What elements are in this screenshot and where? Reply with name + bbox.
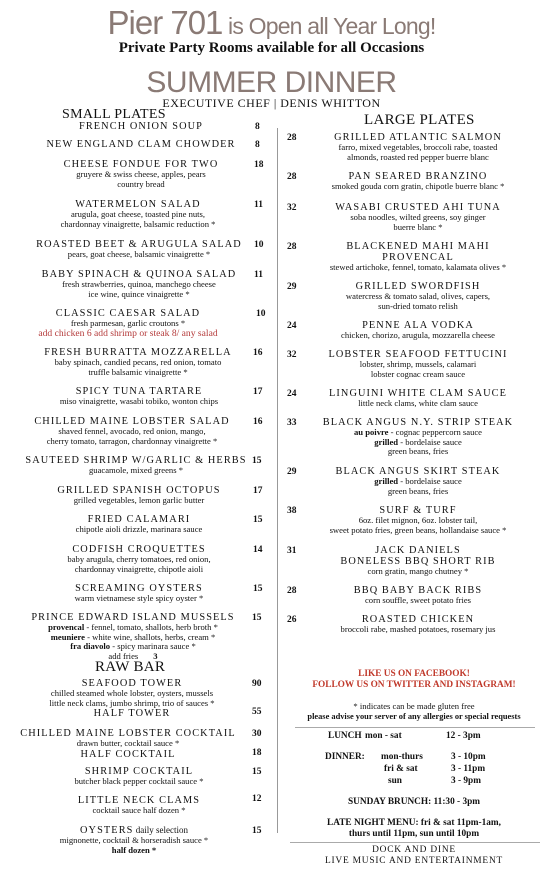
mussels-style: meuniere bbox=[50, 631, 85, 642]
dinner-label: DINNER: bbox=[325, 752, 365, 762]
item-desc: almonds, roasted red pepper buerre blanc bbox=[347, 151, 489, 162]
item-desc: green beans, fries bbox=[387, 485, 449, 496]
menu-item-skirt-steak bbox=[295, 466, 541, 496]
item-name: GRILLED SPANISH OCTOPUS bbox=[57, 485, 221, 496]
menu-item bbox=[28, 269, 250, 299]
lunch-days: mon - sat bbox=[365, 731, 402, 741]
late-night-line: LATE NIGHT MENU: fri & sat 11pm-1am, bbox=[327, 818, 501, 828]
mussels-desc: - fennel, tomato, shallots, herb broth * bbox=[84, 622, 218, 632]
item-desc: chardonnay vinaigrette, balsamic reduction * bbox=[60, 218, 216, 229]
item-desc: corn gratin, mango chutney * bbox=[367, 566, 469, 576]
item-addon: add chicken 6 add shrimp or steak 8/ any salad bbox=[38, 327, 218, 339]
item-desc: chipotle aioli drizzle, marinara sauce bbox=[75, 524, 203, 534]
item-desc: green beans, fries bbox=[387, 446, 449, 457]
prep-desc: - cognac peppercorn sauce bbox=[388, 427, 482, 437]
item-price: 8 bbox=[255, 140, 260, 150]
item-name: LOBSTER SEAFOOD FETTUCINI bbox=[328, 349, 508, 360]
item-desc: fresh strawberries, quinoa, manchego cheese bbox=[62, 279, 216, 289]
item-desc: ice wine, quince vinaigrette * bbox=[88, 288, 190, 299]
item-name: SURF & TURF bbox=[379, 505, 457, 516]
item-desc: buerre blanc * bbox=[393, 221, 443, 232]
prep-style: grilled bbox=[374, 436, 399, 447]
menu-item bbox=[28, 485, 250, 506]
item-price: 24 bbox=[287, 321, 297, 331]
item-desc: sun-dried tomato relish bbox=[378, 300, 458, 311]
item-desc: little neck clams, jumbo shrimp, trio of sauces * bbox=[49, 697, 215, 708]
menu-item bbox=[295, 241, 541, 273]
mussels-style: fra diavolo bbox=[70, 641, 111, 652]
item-price: 31 bbox=[287, 546, 297, 556]
item-price: 12 bbox=[252, 794, 262, 804]
item-desc: farro, mixed vegetables, broccoli rabe, toasted bbox=[338, 142, 498, 152]
item-price: 17 bbox=[253, 387, 263, 397]
item-price: 15 bbox=[253, 515, 263, 525]
mussels-style: provencal bbox=[48, 622, 85, 632]
item-desc: sweet potato fries, green beans, hollandaise sauce * bbox=[329, 524, 507, 535]
item-price: 28 bbox=[287, 586, 297, 596]
item-name: PENNE ALA VODKA bbox=[362, 320, 474, 331]
item-desc: smoked gouda corn gratin, chipotle buerre blanc * bbox=[331, 181, 505, 191]
item-name: CHILLED MAINE LOBSTER SALAD bbox=[34, 416, 230, 427]
half-cocktail-price: 18 bbox=[252, 748, 262, 758]
menu-item bbox=[295, 585, 541, 606]
item-name: GRILLED SWORDFISH bbox=[355, 281, 481, 292]
item-price: 16 bbox=[253, 417, 263, 427]
menu-item bbox=[295, 320, 541, 341]
item-price: 26 bbox=[287, 615, 297, 625]
menu-item-lobster-cocktail bbox=[6, 728, 250, 760]
item-name: LINGUINI WHITE CLAM SAUCE bbox=[328, 388, 508, 399]
item-desc: corn souffle, sweet potato fries bbox=[364, 595, 472, 605]
item-price: 33 bbox=[287, 418, 297, 428]
item-desc: lobster, shrimp, mussels, calamari bbox=[359, 359, 477, 369]
menu-item bbox=[30, 121, 252, 132]
fries-addon: add fries bbox=[108, 650, 139, 661]
prep-style: au poivre bbox=[354, 427, 389, 437]
header-banner bbox=[0, 4, 543, 42]
item-desc: gruyere & swiss cheese, apples, pears bbox=[76, 169, 206, 179]
menu-item-clams bbox=[28, 795, 250, 816]
item-price: 29 bbox=[287, 467, 297, 477]
menu-item bbox=[30, 139, 252, 150]
dinner-time: 3 - 10pm bbox=[451, 752, 486, 762]
menu-item bbox=[28, 583, 250, 604]
item-desc: fresh parmesan, garlic croutons * bbox=[70, 318, 186, 328]
item-price: 11 bbox=[254, 270, 263, 280]
item-name: BLACKENED MAHI MAHI bbox=[346, 241, 490, 252]
dinner-time: 3 - 11pm bbox=[451, 764, 486, 774]
item-desc: butcher black pepper cocktail sauce * bbox=[74, 776, 204, 786]
small-plates-title: SMALL PLATES bbox=[62, 107, 166, 122]
item-price: 14 bbox=[253, 545, 263, 555]
lunch-time: 12 - 3pm bbox=[446, 731, 481, 741]
item-desc: lobster cognac cream sauce bbox=[370, 368, 466, 379]
item-price: 15 bbox=[252, 613, 262, 623]
prep-style: grilled bbox=[374, 476, 399, 486]
menu-item bbox=[295, 505, 541, 535]
item-name: NEW ENGLAND CLAM CHOWDER bbox=[46, 139, 236, 150]
menu-item-shrimp-cocktail bbox=[28, 766, 250, 787]
item-name: BLACK ANGUS SKIRT STEAK bbox=[335, 466, 501, 477]
fries-price: 3 bbox=[153, 650, 158, 661]
item-desc: 6oz. filet mignon, 6oz. lobster tail, bbox=[358, 515, 478, 525]
item-desc: chilled steamed whole lobster, oysters, mussels bbox=[50, 688, 214, 698]
item-price: 18 bbox=[254, 160, 264, 170]
menu-item bbox=[30, 159, 252, 189]
item-desc: broccoli rabe, mashed potatoes, rosemary jus bbox=[340, 624, 496, 634]
divider-line bbox=[295, 727, 535, 728]
item-name: SCREAMING OYSTERS bbox=[75, 583, 203, 594]
large-plates-title: LARGE PLATES bbox=[364, 112, 475, 128]
twitter-instagram-link[interactable]: FOLLOW US ON TWITTER AND INSTAGRAM! bbox=[312, 679, 516, 690]
menu-item bbox=[2, 308, 254, 338]
menu-item-seafood-tower bbox=[10, 678, 254, 719]
item-name: BABY SPINACH & QUINOA SALAD bbox=[41, 269, 237, 280]
item-name: WATERMELON SALAD bbox=[75, 199, 201, 210]
menu-item bbox=[295, 349, 541, 379]
item-desc: chardonnay vinaigrette, chipotle aioli bbox=[74, 563, 204, 574]
item-name: SAUTEED SHRIMP W/GARLIC & HERBS bbox=[25, 455, 247, 466]
item-price: 11 bbox=[254, 200, 263, 210]
prep-desc: - bordelaise sauce bbox=[398, 436, 462, 447]
item-name: JACK DANIELS bbox=[375, 545, 461, 556]
dietary-notes bbox=[285, 701, 543, 722]
item-desc: baby arugula, cherry tomatoes, red onion, bbox=[67, 554, 211, 564]
brand-tagline: is Open all Year Long! bbox=[222, 13, 436, 39]
allergy-note: please advise your server of any allergies or special requests bbox=[307, 711, 521, 721]
item-name: WASABI CRUSTED AHI TUNA bbox=[335, 202, 501, 213]
item-name: BBQ BABY BACK RIBS bbox=[353, 585, 483, 596]
item-price: 8 bbox=[255, 122, 260, 132]
item-name: FRIED CALAMARI bbox=[87, 514, 191, 525]
item-price: 30 bbox=[252, 729, 262, 739]
item-desc: watercress & tomato salad, olives, capers, bbox=[345, 291, 491, 301]
item-desc: baby spinach, candied pecans, red onion, tomato bbox=[54, 357, 222, 367]
menu-item bbox=[28, 544, 250, 574]
item-desc: shaved fennel, avocado, red onion, mango, bbox=[58, 426, 206, 436]
item-name: ROASTED BEET & ARUGULA SALAD bbox=[36, 239, 242, 250]
social-links bbox=[285, 669, 543, 690]
menu-item bbox=[295, 545, 541, 577]
item-desc: soba noodles, wilted greens, soy ginger bbox=[350, 212, 486, 222]
item-name: SPICY TUNA TARTARE bbox=[75, 386, 203, 397]
item-desc: stewed artichoke, fennel, tomato, kalamata olives * bbox=[329, 262, 507, 272]
half-tower-price: 55 bbox=[252, 707, 262, 717]
menu-item bbox=[295, 281, 541, 311]
brand-name: Pier 701 bbox=[107, 4, 223, 41]
item-extra: daily selection bbox=[133, 825, 188, 835]
item-desc: little neck clams, white clam sauce bbox=[358, 398, 478, 408]
item-price: 38 bbox=[287, 506, 297, 516]
menu-item bbox=[28, 514, 250, 535]
menu-item bbox=[18, 455, 254, 476]
menu-item bbox=[295, 388, 541, 409]
menu-item bbox=[295, 202, 541, 232]
item-name: CHEESE FONDUE FOR TWO bbox=[63, 159, 219, 170]
menu-item bbox=[295, 171, 541, 192]
item-desc: pears, goat cheese, balsamic vinaigrette * bbox=[67, 249, 211, 259]
dinner-days: mon-thurs bbox=[381, 752, 423, 762]
item-price: 10 bbox=[254, 240, 264, 250]
item-price: 90 bbox=[252, 679, 262, 689]
item-desc: miso vinaigrette, wasabi tobiko, wonton chips bbox=[59, 396, 219, 406]
item-desc: country bread bbox=[117, 178, 165, 189]
item-name: FRESH BURRATTA MOZZARELLA bbox=[44, 347, 232, 358]
menu-item bbox=[28, 386, 250, 407]
item-price: 24 bbox=[287, 389, 297, 399]
item-name: CHILLED MAINE LOBSTER COCKTAIL bbox=[20, 728, 236, 739]
menu-item-oysters bbox=[18, 825, 250, 855]
dinner-days: sun bbox=[388, 776, 402, 786]
item-name-line2: BONELESS BBQ SHORT RIB bbox=[340, 556, 496, 567]
half-tower-label: HALF TOWER bbox=[93, 708, 171, 720]
dock-line: DOCK AND DINE bbox=[372, 845, 456, 855]
half-cocktail-label: HALF COCKTAIL bbox=[80, 748, 176, 760]
item-desc: cocktail sauce half dozen * bbox=[92, 805, 186, 815]
item-desc: grilled vegetables, lemon garlic butter bbox=[73, 495, 205, 505]
private-rooms-note: Private Party Rooms available for all Occasions bbox=[118, 40, 425, 56]
menu-item bbox=[295, 132, 541, 162]
item-name: PRINCE EDWARD ISLAND MUSSELS bbox=[31, 612, 235, 623]
dinner-time: 3 - 9pm bbox=[451, 776, 481, 786]
item-price: 28 bbox=[287, 242, 297, 252]
item-desc: drawn butter, cocktail sauce * bbox=[76, 738, 180, 748]
late-night-line: thurs until 11pm, sun until 10pm bbox=[348, 829, 480, 839]
dock-line: LIVE MUSIC AND ENTERTAINMENT bbox=[324, 855, 504, 866]
item-price: 15 bbox=[252, 767, 262, 777]
item-name: SHRIMP COCKTAIL bbox=[84, 766, 194, 777]
item-price: 28 bbox=[287, 172, 297, 182]
item-name: ROASTED CHICKEN bbox=[361, 614, 475, 625]
item-name: SEAFOOD TOWER bbox=[81, 678, 183, 689]
sunday-brunch: SUNDAY BRUNCH: 11:30 - 3pm bbox=[347, 797, 481, 807]
item-name: LITTLE NECK CLAMS bbox=[77, 795, 201, 806]
item-name: CODFISH CROQUETTES bbox=[72, 544, 206, 555]
menu-item-ny-strip bbox=[295, 417, 541, 457]
menu-item bbox=[22, 199, 254, 229]
item-desc: arugula, goat cheese, toasted pine nuts, bbox=[70, 209, 206, 219]
item-price: 15 bbox=[253, 584, 263, 594]
item-price: 17 bbox=[253, 486, 263, 496]
raw-bar-title: RAW BAR bbox=[95, 659, 166, 675]
late-night-menu bbox=[285, 818, 543, 840]
divider-line bbox=[290, 842, 540, 843]
menu-item bbox=[10, 416, 254, 446]
menu-season-title: SUMMER DINNER bbox=[146, 66, 397, 99]
item-name: OYSTERS bbox=[80, 825, 134, 836]
prep-desc: - bordelaise sauce bbox=[398, 476, 462, 486]
facebook-link[interactable]: LIKE US ON FACEBOOK! bbox=[358, 669, 470, 679]
item-price: 15 bbox=[252, 456, 262, 466]
menu-item bbox=[22, 347, 254, 377]
item-name: CLASSIC CAESAR SALAD bbox=[55, 308, 201, 319]
item-price: 32 bbox=[287, 350, 297, 360]
menu-item bbox=[28, 239, 250, 260]
menu-item-mussels bbox=[12, 612, 254, 661]
item-price: 16 bbox=[253, 348, 263, 358]
menu-item bbox=[295, 614, 541, 635]
dinner-days: fri & sat bbox=[384, 764, 418, 774]
item-desc: guacamole, mixed greens * bbox=[88, 465, 184, 475]
item-name: GRILLED ATLANTIC SALMON bbox=[334, 132, 502, 143]
item-name: FRENCH ONION SOUP bbox=[79, 121, 203, 132]
item-desc: truffle balsamic vinaigrette * bbox=[88, 366, 188, 377]
item-price: 32 bbox=[287, 203, 297, 213]
item-desc: warm vietnamese style spicy oyster * bbox=[74, 593, 204, 603]
item-name-line2: PROVENCAL bbox=[382, 252, 454, 263]
mussels-desc: - white wine, shallots, herbs, cream * bbox=[84, 631, 216, 642]
executive-chef: EXECUTIVE CHEF | DENIS WHITTON bbox=[162, 96, 381, 110]
item-desc: mignonette, cocktail & horseradish sauce * bbox=[59, 835, 209, 845]
item-desc: half dozen * bbox=[111, 844, 157, 855]
gluten-free-note: * indicates can be made gluten free bbox=[353, 701, 475, 711]
lunch-label: LUNCH bbox=[328, 731, 362, 741]
item-price: 15 bbox=[252, 826, 262, 836]
item-price: 29 bbox=[287, 282, 297, 292]
dock-and-dine bbox=[285, 845, 543, 866]
column-divider bbox=[277, 128, 278, 833]
item-desc: cherry tomato, tarragon, chardonnay vinaigrette * bbox=[46, 435, 218, 446]
item-name: BLACK ANGUS N.Y. STRIP STEAK bbox=[322, 417, 514, 428]
item-price: 10 bbox=[256, 309, 266, 319]
item-name: PAN SEARED BRANZINO bbox=[348, 171, 488, 182]
mussels-desc: - spicy marinara sauce * bbox=[110, 641, 196, 652]
item-desc: chicken, chorizo, arugula, mozzarella cheese bbox=[341, 330, 495, 340]
item-price: 28 bbox=[287, 133, 297, 143]
